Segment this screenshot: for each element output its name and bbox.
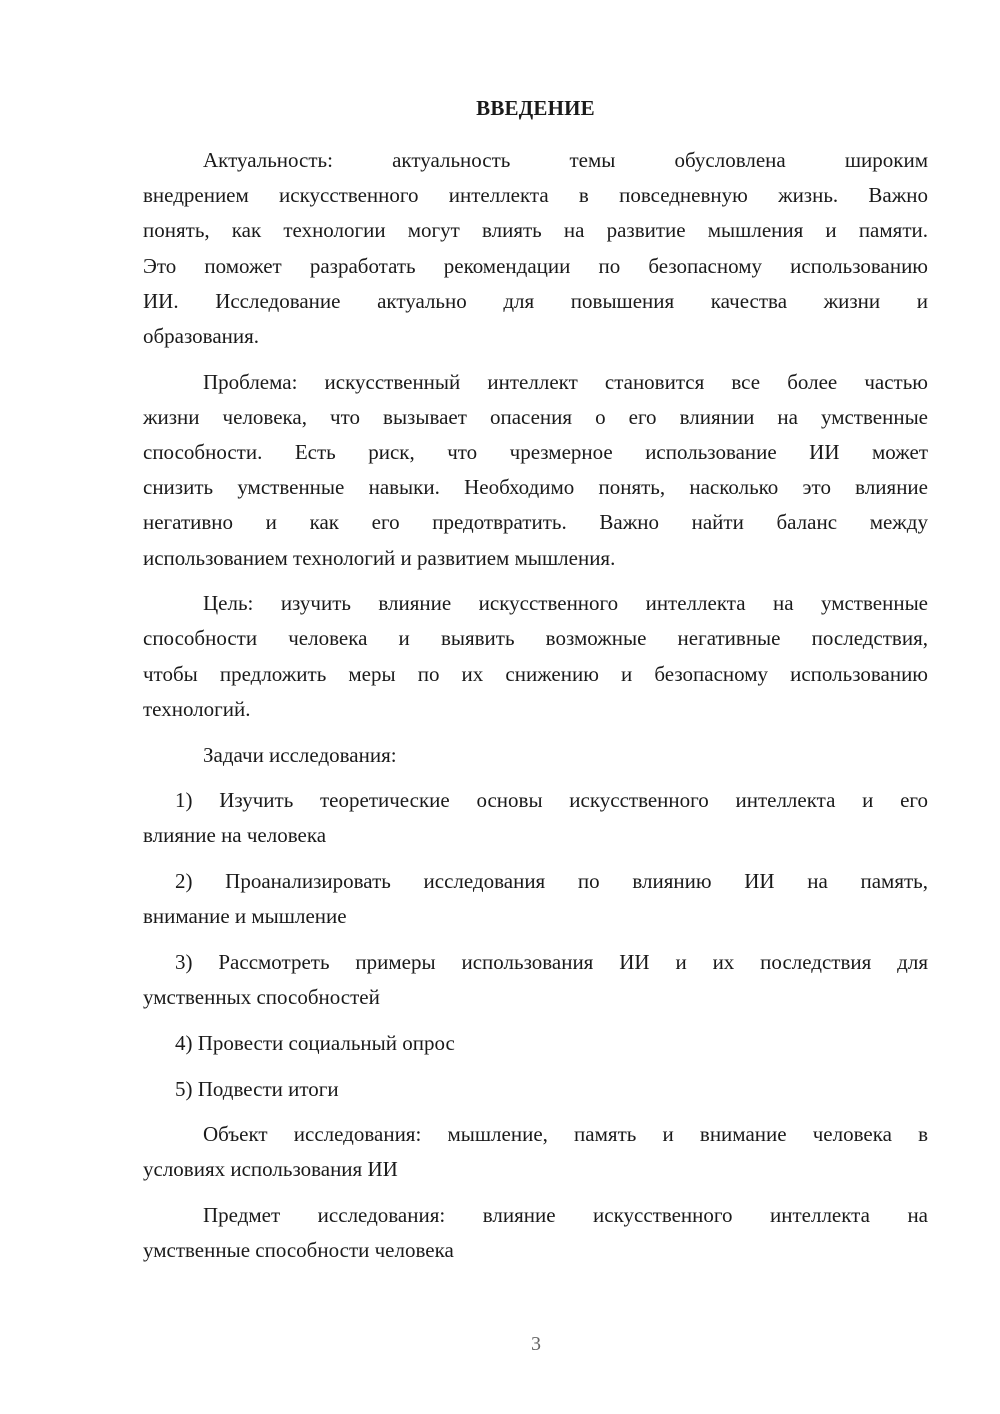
text-line: негативно и как его предотвратить. Важно найти баланс между xyxy=(143,510,928,535)
text-line: Это поможет разработать рекомендации по безопасному использованию xyxy=(143,253,928,278)
text-line: жизни человека, что вызывает опасения о его влиянии на умственные xyxy=(143,404,928,429)
text-line: чтобы предложить меры по их снижению и безопасному использованию xyxy=(143,661,928,686)
text-line: умственных способностей xyxy=(143,985,380,1010)
text-line: Проблема: искусственный интеллект становится все более частью xyxy=(203,369,928,394)
text-line: 4) Провести социальный опрос xyxy=(175,1030,455,1055)
text-line: ИИ. Исследование актуально для повышения качества жизни и xyxy=(143,288,928,313)
document-body xyxy=(143,143,928,1279)
text-line: Актуальность: актуальность темы обусловлена широким xyxy=(203,148,928,172)
text-line: способности человека и выявить возможные негативные последствия, xyxy=(143,626,928,651)
text-line: внимание и мышление xyxy=(143,904,347,929)
text-line: Объект исследования: мышление, память и внимание человека в xyxy=(203,1122,928,1147)
text-line: способности. Есть риск, что чрезмерное использование ИИ может xyxy=(143,440,928,464)
text-line: 3) Рассмотреть примеры использования ИИ и их последствия для xyxy=(175,949,928,974)
text-line: 5) Подвести итоги xyxy=(175,1076,339,1101)
paragraph xyxy=(143,365,928,576)
paragraph xyxy=(143,143,928,354)
text-line: влияние на человека xyxy=(143,823,327,848)
text-line: Предмет исследования: влияние искусственного интеллекта на xyxy=(203,1203,928,1228)
text-line: снизить умственные навыки. Необходимо понять, насколько это влияние xyxy=(143,475,928,500)
task-list-item xyxy=(143,864,928,934)
text-line: Цель: изучить влияние искусственного интеллекта на умственные xyxy=(203,591,928,616)
text-line: умственные способности человека xyxy=(143,1238,454,1263)
paragraph xyxy=(143,738,928,773)
task-list-item xyxy=(143,945,928,1015)
page-number: 3 xyxy=(531,1333,541,1355)
task-list-item xyxy=(143,1072,928,1107)
paragraph xyxy=(143,1198,928,1268)
text-line: 1) Изучить теоретические основы искусственного интеллекта и его xyxy=(175,788,928,813)
text-line: образования. xyxy=(143,323,260,348)
section-title: ВВЕДЕНИЕ xyxy=(476,96,595,120)
paragraph xyxy=(143,1117,928,1187)
text-line: понять, как технологии могут влиять на развитие мышления и памяти. xyxy=(143,218,928,243)
paragraph xyxy=(143,586,928,727)
task-list-item xyxy=(143,1026,928,1061)
text-line: условиях использования ИИ xyxy=(143,1157,398,1182)
text-line: 2) Проанализировать исследования по влиянию ИИ на память, xyxy=(175,869,928,894)
text-line: Задачи исследования: xyxy=(203,742,397,767)
task-list-item xyxy=(143,783,928,853)
text-line: технологий. xyxy=(143,696,251,721)
text-line: внедрением искусственного интеллекта в повседневную жизнь. Важно xyxy=(143,183,928,208)
text-line: использованием технологий и развитием мышления. xyxy=(143,545,616,570)
